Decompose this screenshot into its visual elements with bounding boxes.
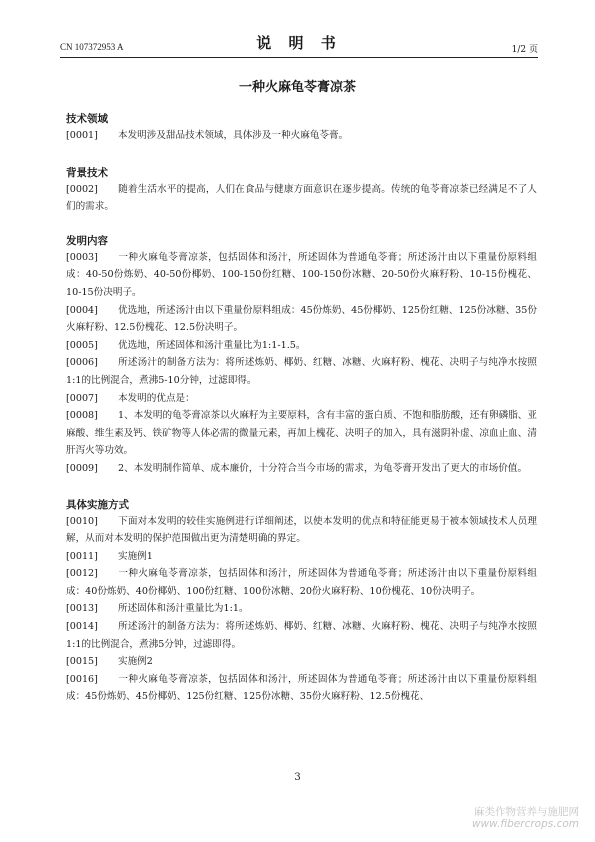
paragraph-number: [0007] — [66, 392, 98, 404]
paragraph-number: [0014] — [66, 621, 98, 633]
document-body — [66, 104, 537, 706]
paragraph — [66, 618, 537, 653]
paragraph-number: [0011] — [66, 550, 98, 562]
paragraph-text: 一种火麻龟苓膏凉茶，包括固体和汤汁，所述固体为普通龟苓膏；所述汤汁由以下重量份原料组成：40-50份炼奶、40-50份椰奶、100-150份红糖、100-150份冰糖、20-50份火麻籽粉、10-15份槐花、10-15份决明子。 — [66, 251, 537, 298]
paragraph-text: 本发明涉及甜品技术领域，具体涉及一种火麻龟苓膏。 — [118, 130, 349, 141]
paragraph-number: [0016] — [66, 673, 98, 685]
paragraph — [66, 548, 537, 566]
publication-number: CN 107372953 A — [60, 42, 124, 52]
paragraph-text: 优选地，所述汤汁由以下重量份原料组成：45份炼奶、45份椰奶、125份红糖、125份冰糖、35份火麻籽粉、12.5份槐花、12.5份决明子。 — [66, 304, 537, 334]
section-heading-field: 技术领域 — [66, 113, 108, 125]
watermark-url: www.fibercrops.com — [471, 818, 579, 830]
header-rule — [60, 57, 538, 58]
page-number: 3 — [294, 772, 301, 783]
paragraph-text: 随着生活水平的提高，人们在食品与健康方面意识在逐步提高。传统的龟苓膏凉茶已经满足不了人们的需求。 — [66, 183, 537, 213]
paragraph-number: [0008] — [66, 410, 98, 422]
paragraph-text: 实施例2 — [118, 656, 153, 668]
section-heading-summary: 发明内容 — [66, 234, 108, 247]
paragraph-text: 1、本发明的龟苓膏凉茶以火麻籽为主要原料，含有丰富的蛋白质、不饱和脂肪酸，还有卵磷脂、亚麻酸、维生素及钙、铁矿物等人体必需的微量元素，再加上槐花、决明子的加入，具有滋阴补虚、凉血止血、清肝泻火等功效。 — [66, 410, 537, 457]
paragraph — [66, 337, 537, 355]
paragraph-number: [0009] — [66, 462, 98, 474]
paragraph — [66, 513, 537, 548]
document-title: 一种火麻龟苓膏凉茶 — [238, 80, 356, 95]
paragraph — [66, 565, 537, 600]
paragraph-text: 2、本发明制作简单、成本廉价，十分符合当今市场的需求，为龟苓膏开发出了更大的市场价值。 — [118, 462, 528, 474]
paragraph — [66, 302, 537, 337]
paragraph — [66, 249, 537, 302]
paragraph-number: [0015] — [66, 656, 98, 668]
paragraph-number: [0002] — [66, 183, 98, 195]
section-heading-background: 背景技术 — [66, 166, 108, 179]
paragraph-text: 一种火麻龟苓膏凉茶，包括固体和汤汁，所述固体为普通龟苓膏；所述汤汁由以下重量份原料组成：45份炼奶、45份椰奶、125份红糖、125份冰糖、35份火麻籽粉、12.5份槐花、 — [66, 673, 537, 703]
paragraph-text: 所述汤汁的制备方法为：将所述炼奶、椰奶、红糖、冰糖、火麻籽粉、槐花、决明子与纯净水按照1:1的比例混合，煮沸5分钟，过滤即得。 — [66, 621, 537, 650]
paragraph — [66, 354, 537, 389]
paragraph — [66, 653, 537, 671]
paragraph — [66, 127, 537, 145]
paragraph-text: 本发明的优点是： — [118, 392, 195, 404]
watermark — [472, 806, 579, 830]
paragraph-number: [0004] — [66, 304, 98, 316]
paragraph-text: 下面对本发明的较佳实施例进行详细阐述，以使本发明的优点和特征能更易于被本领域技术人员理解，从而对本发明的保护范围做出更为清楚明确的界定。 — [66, 515, 537, 545]
paragraph-text: 所述固体和汤汁重量比为1:1。 — [118, 603, 249, 615]
paragraph — [66, 671, 537, 706]
document-type: 说 明 书 — [256, 34, 342, 52]
paragraph-number: [0003] — [66, 251, 98, 263]
paragraph-text: 实施例1 — [118, 550, 153, 562]
paragraph — [66, 181, 537, 216]
paragraph-text: 一种火麻龟苓膏凉茶，包括固体和汤汁，所述固体为普通龟苓膏；所述汤汁由以下重量份原料组成：40份炼奶、40份椰奶、100份红糖、100份冰糖、20份火麻籽粉、10份槐花、10份决明子。 — [66, 568, 537, 597]
paragraph — [66, 407, 537, 460]
paragraph-text: 优选地，所述固体和汤汁重量比为1:1-1.5。 — [118, 339, 306, 351]
paragraph-number: [0012] — [66, 568, 98, 580]
page-header — [60, 30, 538, 56]
watermark-site-name: 麻类作物营养与施肥网 — [474, 806, 579, 818]
paragraph-text: 所述汤汁的制备方法为：将所述炼奶、椰奶、红糖、冰糖、火麻籽粉、槐花、决明子与纯净水按照1:1的比例混合，煮沸5-10分钟，过滤即得。 — [66, 357, 537, 386]
paragraph-number: [0006] — [66, 357, 98, 369]
paragraph-number: [0001] — [66, 130, 98, 141]
paragraph-number: [0005] — [66, 339, 98, 351]
paragraph-number: [0013] — [66, 603, 98, 615]
paragraph-number: [0010] — [66, 515, 98, 527]
paragraph — [66, 600, 537, 618]
page-ratio: 1/2 页 — [511, 45, 538, 55]
paragraph — [66, 390, 537, 408]
section-heading-embodiment: 具体实施方式 — [66, 498, 129, 511]
paragraph — [66, 460, 537, 478]
